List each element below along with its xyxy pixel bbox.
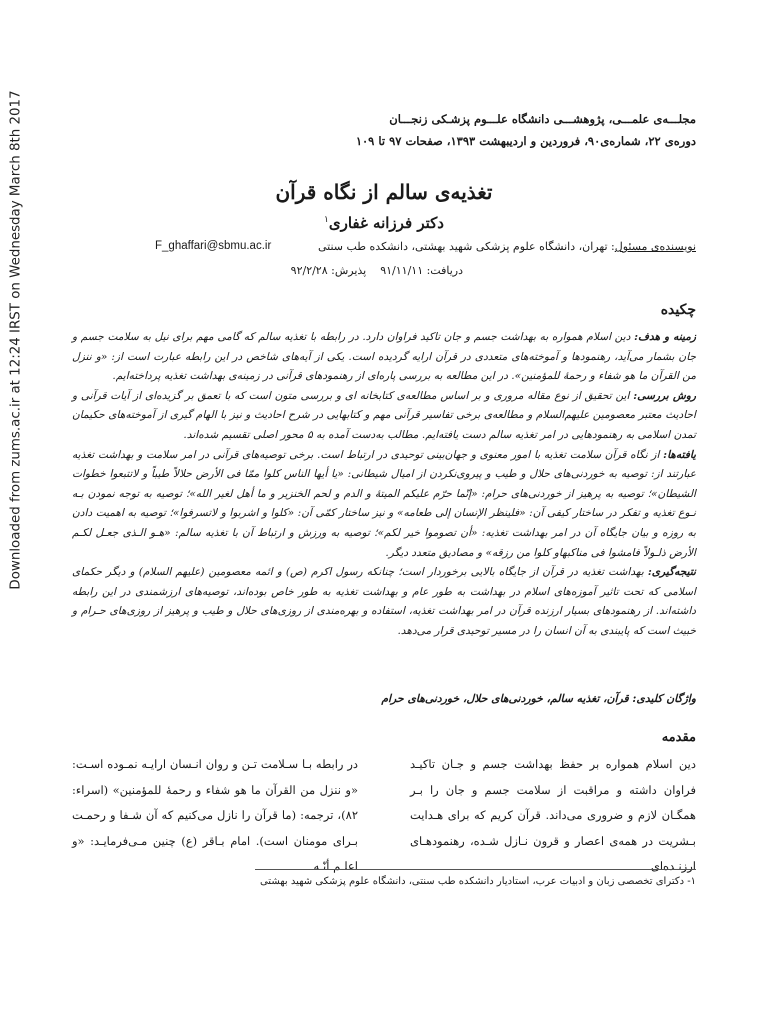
background-text: دین اسلام همواره به بهداشت جسم و جان تاکید فراوان دارد. در رابطه با تغذیه سالم که گامی مهم برای نیل به سلامت جسم و جان بشمار می‌آید، رهنمودها و آموخته‌های متعددی در قرآن ارایه گردیده است. یکی از آیه‌های شاخص در این رابطه عبارت است از: «و ننزل من القرآن ما هو شفاء و رحمهٔ للمؤمنین». در این مطالعه به بررسی پاره‌ای از رهنمودهای قرآنی در زمینه‌ی بهداشت تغذیه پرداخته‌ایم. xyxy=(72,331,696,383)
download-watermark-text: Downloaded from zums.ac.ir at 12:24 IRST on Wednesday March 8th 2017 xyxy=(8,90,24,590)
author-line xyxy=(0,214,768,232)
footnote-divider xyxy=(255,869,696,870)
findings-text: از نگاه قرآن سلامت تغذیه با امور معنوی و جهان‌بینی توحیدی در ارتباط است. برخی توصیه‌های قرآنی در امر سلامت و بهداشت تغذیه عبارتند از: توصیه به خوردنی‌های حلال و طیب و پیروی‌نکردن از امیال شیطانی: «یا أیها الناس کلوا ممّا فی الأرض حلالاً طیباً و لاتتبعوا خطوات الشیطان»؛ توصیه به پرهیز از خوردنی‌های حرام: «إنّما حرّم علیکم المیتهٔ و الدم و لحم الخنزیر و ما أهل لغیر الله»؛ توصیه به توجه نمودن بـه نـوع تغذیه و تفکر در ساختار کیفی آن: «فلینظر الإنسان إلی طعامه» و نیز ساختار کمّی آن: «کلوا و اشربوا و لاتسرفوا»؛ توصیه به اهمیت دادن به روزه و بیان جایگاه آن در امر بهداشت تغذیه: «أن تصوموا خیر لکم»؛ توصیه به ورزش و ارتباط آن با تغذیه سالم: «هـو الـذی جعـل لکـم الأرض ذلـولاً فامشوا فی مناکبهاو کلوا من رزقه» و مصادیق متعدد دیگر. xyxy=(72,448,696,559)
conclusion-label: نتیجه‌گیری: xyxy=(647,566,696,579)
introduction-column-left xyxy=(72,752,358,880)
corresponding-author-label: نویسنده‌ی مسئول xyxy=(614,240,696,253)
author-email[interactable]: F_ghaffari@sbmu.ac.ir xyxy=(155,240,272,252)
conclusion-text: بهداشت تغذیه در قرآن از جایگاه بالایی برخوردار است؛ چنانکه رسول اکرم (ص) و ائمه معصومین (علیهم السلام) و دیگر حکمای اسلامی که تحت تاثیر آموزه‌های اسلام در بهداشت به طور عام و بهداشت تغذیه به طور خاص بوده‌اند، توصیه‌های ارزشمندی در این رابطه داشته‌اند. از رهنمودهای بسیار ارزنده قرآن در امر بهداشت تغذیه، استفاده و بهره‌مندی از روزی‌های حلال و طیب و پرهیز از روزی‌های حـرام و خبیث است که پایبندی به آن انسان را در مسیر توحیدی قرار می‌دهد. xyxy=(72,566,696,637)
abstract-body xyxy=(72,328,696,642)
findings-label: یافته‌ها: xyxy=(663,448,696,461)
author-footnote: ۱- دکترای تخصصی زبان و ادبیات عرب، استادیار دانشکده طب سنتی، دانشگاه علوم پزشکی شهید بهشتی xyxy=(259,876,696,887)
methods-label: روش بررسی: xyxy=(633,389,696,402)
abstract-conclusion xyxy=(72,563,696,641)
introduction-text-left: در رابطه بـا سـلامت تـن و روان انـسان ارایـه نمـوده اسـت: «و ننزل من القرآن ما هو شفاء و رحمهٔ للمؤمنین» (اسراء: ۸۲)، ترجمه: (ما قرآن را نازل می‌کنیم که آن شـفا و رحمـت بـرای مومنان است). امام بـاقر (ع) چنین مـی‌فرمایـد: «و اعلـم أنّـه xyxy=(72,757,358,873)
download-watermark xyxy=(7,20,25,660)
journal-issue-info: دوره‌ی ۲۲، شماره‌ی۹۰، فروردین و اردیبهشت ۱۳۹۳، صفحات ۹۷ تا ۱۰۹ xyxy=(355,134,696,148)
introduction-text-right: دین اسلام همواره بر حفظ بهداشت جسم و جـان تاکیـد فراوان داشته و مراقبت از سلامت جسم و جان را بـر همگـان لازم و ضروری می‌داند. قرآن کریم که برای هـدایت بـشریت در همه‌ی اعصار و قرون نـازل شـده، رهنمودهـای ارزنـده‌ای xyxy=(410,757,696,873)
accepted-date: پذیرش: ۹۲/۲/۲۸ xyxy=(290,264,367,277)
abstract-findings xyxy=(72,446,696,564)
introduction-heading: مقدمه xyxy=(661,730,696,745)
submission-dates xyxy=(277,264,463,277)
keywords: واژگان کلیدی: قرآن، تغذیه سالم، خوردنی‌های حلال، خوردنی‌های حرام xyxy=(381,692,696,705)
journal-name: مجلـــه‌ی علمـــی، پژوهشـــی دانشگاه علـــوم پزشـکی زنجـــان xyxy=(389,112,696,126)
methods-text: این تحقیق از نوع مقاله مروری و بر اساس مطالعه‌ی کتابخانه ای و بررسی متون است که با تعمق بر گزیده‌ای از آیات قرآنی و احادیث معتبر معصومین علیهم‌السلام و مطالعه‌ی برخی تفاسیر قرآنی مهم و کتابهایی در شرح احادیث و نیز با الهام گیری از آموخته‌های حکیمان تمدن اسلامی به رهنمودهایی در امر تغذیه سالم دست یافته‌ایم. مطالب به‌دست آمده به ۵ محور اصلی تقسیم شده‌اند. xyxy=(72,389,696,441)
corresponding-author-info xyxy=(318,240,696,253)
received-date: دریافت: ۹۱/۱۱/۱۱ xyxy=(380,264,463,277)
abstract-heading: چکیده xyxy=(660,302,696,318)
abstract-background xyxy=(72,328,696,387)
article-title: تغذیه‌ی سالم از نگاه قرآن xyxy=(275,180,493,204)
introduction-column-right xyxy=(410,752,696,880)
abstract-methods xyxy=(72,387,696,446)
background-label: زمینه و هدف: xyxy=(634,331,696,343)
author-name: دکتر فرزانه غفاری xyxy=(328,214,444,232)
corresponding-author-address: : تهران، دانشگاه علوم پزشکی شهید بهشتی، دانشکده طب سنتی xyxy=(317,240,615,253)
author-footnote-marker: ۱ xyxy=(324,215,329,225)
